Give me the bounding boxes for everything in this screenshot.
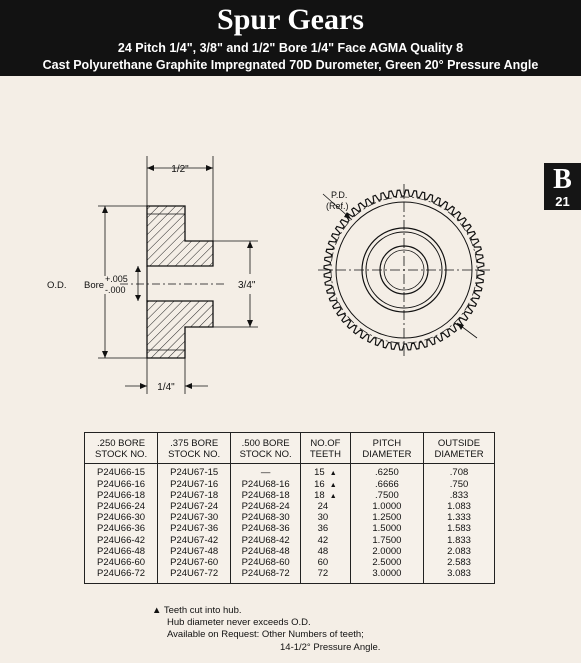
- stock-no-500-value: P24U68-18: [241, 489, 290, 501]
- bore-label: Bore: [84, 280, 105, 291]
- teeth-count: [303, 546, 348, 557]
- stock-no-500-value: P24U68-36: [241, 523, 290, 535]
- outside-diameter: [426, 535, 492, 546]
- stock-no-375: [160, 535, 228, 546]
- stock-no-500-value: P24U68-16: [241, 478, 290, 490]
- notes: [152, 605, 452, 654]
- header-500-bore: .500 BORE STOCK NO.: [231, 433, 301, 464]
- outside-diameter-value: 1.833: [447, 534, 471, 546]
- stock-no-375: [160, 568, 228, 579]
- pitch-diameter: [353, 501, 421, 512]
- pitch-diameter-value: .6250: [375, 467, 399, 479]
- stock-no-250: [87, 490, 155, 501]
- pitch-diameter: [353, 467, 421, 478]
- stock-no-375-value: P24U67-30: [170, 512, 219, 524]
- stock-no-500-value: P24U68-72: [241, 568, 290, 580]
- stock-no-250: [87, 467, 155, 478]
- hub-width-label: 1/2": [171, 164, 189, 175]
- stock-no-250-value: P24U66-18: [97, 489, 146, 501]
- pitch-diameter-value: .7500: [375, 489, 399, 501]
- teeth-count-value: 15: [314, 467, 325, 479]
- column-375-bore: [158, 464, 231, 584]
- spec-line-2: Cast Polyurethane Graphite Impregnated 70D Durometer, Green 20° Pressure Angle: [42, 58, 539, 72]
- stock-no-250-value: P24U66-30: [97, 512, 146, 524]
- stock-no-500-value: P24U68-24: [241, 500, 290, 512]
- stock-no-250: [87, 501, 155, 512]
- stock-no-500: [233, 557, 298, 568]
- teeth-count: [303, 523, 348, 534]
- stock-no-250: [87, 557, 155, 568]
- teeth-count: [303, 501, 348, 512]
- page-header: [0, 0, 581, 76]
- stock-no-250: [87, 479, 155, 490]
- stock-no-250: [87, 512, 155, 523]
- stock-no-375-value: P24U67-16: [170, 478, 219, 490]
- hub-teeth-marker: ▲: [329, 481, 337, 489]
- stock-no-375-value: P24U67-60: [170, 556, 219, 568]
- stock-no-500: [233, 501, 298, 512]
- stock-no-250: [87, 535, 155, 546]
- stock-no-375-value: P24U67-36: [170, 523, 219, 535]
- pitch-diameter: [353, 557, 421, 568]
- section-letter: B: [553, 164, 572, 195]
- outside-diameter: [426, 546, 492, 557]
- spec-table: [84, 432, 495, 584]
- teeth-count-value: 16: [314, 478, 325, 490]
- teeth-count: [303, 535, 348, 546]
- stock-no-375: [160, 479, 228, 490]
- stock-no-500: [233, 568, 298, 579]
- pitch-diameter: [353, 535, 421, 546]
- pitch-diameter-value: 1.0000: [372, 500, 402, 512]
- pitch-diameter-value: 2.5000: [372, 556, 402, 568]
- pitch-diameter-value: 2.0000: [372, 545, 402, 557]
- stock-no-375-value: P24U67-48: [170, 545, 219, 557]
- stock-no-500-value: P24U68-60: [241, 556, 290, 568]
- pitch-diameter-value: 1.7500: [372, 534, 402, 546]
- stock-no-500: [233, 479, 298, 490]
- teeth-count: [303, 479, 348, 490]
- stock-no-250: [87, 523, 155, 534]
- outside-diameter-value: .708: [449, 467, 469, 479]
- teeth-count-value: 18: [314, 489, 325, 501]
- outside-diameter-value: 2.083: [447, 545, 471, 557]
- outside-diameter-value: 3.083: [447, 568, 471, 580]
- gear-drawing: [0, 76, 581, 426]
- hub-teeth-marker: ▲: [329, 470, 337, 478]
- header-250-bore: .250 BORE STOCK NO.: [85, 433, 158, 464]
- stock-no-375: [160, 546, 228, 557]
- pitch-diameter: [353, 479, 421, 490]
- outside-diameter: [426, 568, 492, 579]
- teeth-count: [303, 512, 348, 523]
- pitch-diameter-value: 1.2500: [372, 512, 402, 524]
- outside-diameter: [426, 479, 492, 490]
- note-teeth-cut: ▲ Teeth cut into hub.: [152, 605, 242, 616]
- stock-no-250-value: P24U66-60: [97, 556, 146, 568]
- pitch-diameter: [353, 568, 421, 579]
- outside-diameter: [426, 490, 492, 501]
- pitch-diameter-value: 3.0000: [372, 568, 402, 580]
- teeth-count: [303, 568, 348, 579]
- teeth-count-value: 24: [317, 500, 329, 512]
- header-outside-diameter: OUTSIDE DIAMETER: [424, 433, 495, 464]
- front-gear-view: [318, 184, 490, 356]
- pd-ref-label: (Ref.): [326, 201, 349, 211]
- teeth-count-value: 72: [317, 568, 329, 580]
- teeth-count-value: 60: [317, 556, 329, 568]
- outside-diameter: [426, 512, 492, 523]
- stock-no-375: [160, 467, 228, 478]
- stock-no-375: [160, 501, 228, 512]
- stock-no-375-value: P24U67-72: [170, 568, 219, 580]
- stock-no-375: [160, 523, 228, 534]
- stock-no-375-value: P24U67-42: [170, 534, 219, 546]
- bore-tolerance-plus: +.005: [105, 274, 128, 284]
- stock-no-500: [233, 490, 298, 501]
- table-header-row: [85, 433, 495, 464]
- teeth-count-value: 36: [317, 523, 329, 535]
- column-pitch-diameter: [350, 464, 423, 584]
- pitch-diameter-value: 1.5000: [372, 523, 402, 535]
- outside-diameter: [426, 557, 492, 568]
- stock-no-250: [87, 546, 155, 557]
- pitch-diameter-value: .6666: [375, 478, 399, 490]
- stock-no-500-value: P24U68-30: [241, 512, 290, 524]
- stock-no-375: [160, 490, 228, 501]
- column-teeth: [301, 464, 351, 584]
- stock-no-375-value: P24U67-24: [170, 500, 219, 512]
- stock-no-250-value: P24U66-36: [97, 523, 146, 535]
- pitch-diameter: [353, 490, 421, 501]
- stock-no-500-value: P24U68-42: [241, 534, 290, 546]
- stock-no-250: [87, 568, 155, 579]
- column-250-bore: [85, 464, 158, 584]
- teeth-count: [303, 557, 348, 568]
- hub-teeth-marker: ▲: [329, 492, 337, 500]
- outside-diameter-value: .833: [449, 489, 469, 501]
- pd-label: P.D.: [331, 190, 348, 200]
- side-section-view: [47, 156, 258, 394]
- header-375-bore: .375 BORE STOCK NO.: [158, 433, 231, 464]
- outside-diameter-value: .750: [449, 478, 469, 490]
- stock-no-375-value: P24U67-18: [170, 489, 219, 501]
- pitch-diameter: [353, 512, 421, 523]
- stock-no-500-value: P24U68-48: [241, 545, 290, 557]
- stock-no-250-value: P24U66-72: [97, 568, 146, 580]
- note-available-2: 14-1/2° Pressure Angle.: [280, 641, 381, 653]
- stock-no-500: [233, 546, 298, 557]
- outside-diameter-value: 1.333: [447, 512, 471, 524]
- outside-diameter: [426, 523, 492, 534]
- outside-diameter: [426, 467, 492, 478]
- stock-no-375-value: P24U67-15: [170, 467, 219, 479]
- outside-diameter-value: 1.583: [447, 523, 471, 535]
- stock-no-250-value: P24U66-24: [97, 500, 146, 512]
- height-dim-label: 3/4": [238, 280, 256, 291]
- stock-no-500: [233, 467, 298, 478]
- pitch-diameter: [353, 523, 421, 534]
- outside-diameter-value: 1.083: [447, 500, 471, 512]
- spec-line-1: 24 Pitch 1/4", 3/8" and 1/2" Bore 1/4" Face AGMA Quality 8: [117, 41, 464, 55]
- stock-no-250-value: P24U66-42: [97, 534, 146, 546]
- table-body: [85, 464, 495, 584]
- stock-no-500: [233, 523, 298, 534]
- note-available-1: Available on Request: Other Numbers of teeth;: [167, 629, 364, 641]
- section-page-number: 21: [555, 194, 570, 209]
- teeth-count: [303, 490, 348, 501]
- stock-no-375: [160, 557, 228, 568]
- pitch-diameter: [353, 546, 421, 557]
- stock-no-500: [233, 512, 298, 523]
- stock-no-375: [160, 512, 228, 523]
- header-pitch-diameter: PITCH DIAMETER: [350, 433, 423, 464]
- outside-diameter-value: 2.583: [447, 556, 471, 568]
- teeth-count: [303, 467, 348, 478]
- face-width-label: 1/4": [157, 382, 175, 393]
- bore-tolerance-minus: -.000: [105, 285, 126, 295]
- stock-no-250-value: P24U66-15: [97, 467, 146, 479]
- stock-no-250-value: P24U66-16: [97, 478, 146, 490]
- stock-no-500: [233, 535, 298, 546]
- od-label: O.D.: [47, 280, 67, 291]
- outside-diameter: [426, 501, 492, 512]
- stock-no-500-value: —: [260, 467, 271, 479]
- teeth-count-value: 42: [317, 534, 329, 546]
- column-500-bore: [231, 464, 301, 584]
- stock-no-250-value: P24U66-48: [97, 545, 146, 557]
- header-teeth: NO.OF TEETH: [301, 433, 351, 464]
- page-title: Spur Gears: [217, 3, 364, 36]
- column-outside-diameter: [424, 464, 495, 584]
- note-hub-diameter: Hub diameter never exceeds O.D.: [167, 617, 311, 629]
- teeth-count-value: 48: [317, 545, 329, 557]
- teeth-count-value: 30: [317, 512, 329, 524]
